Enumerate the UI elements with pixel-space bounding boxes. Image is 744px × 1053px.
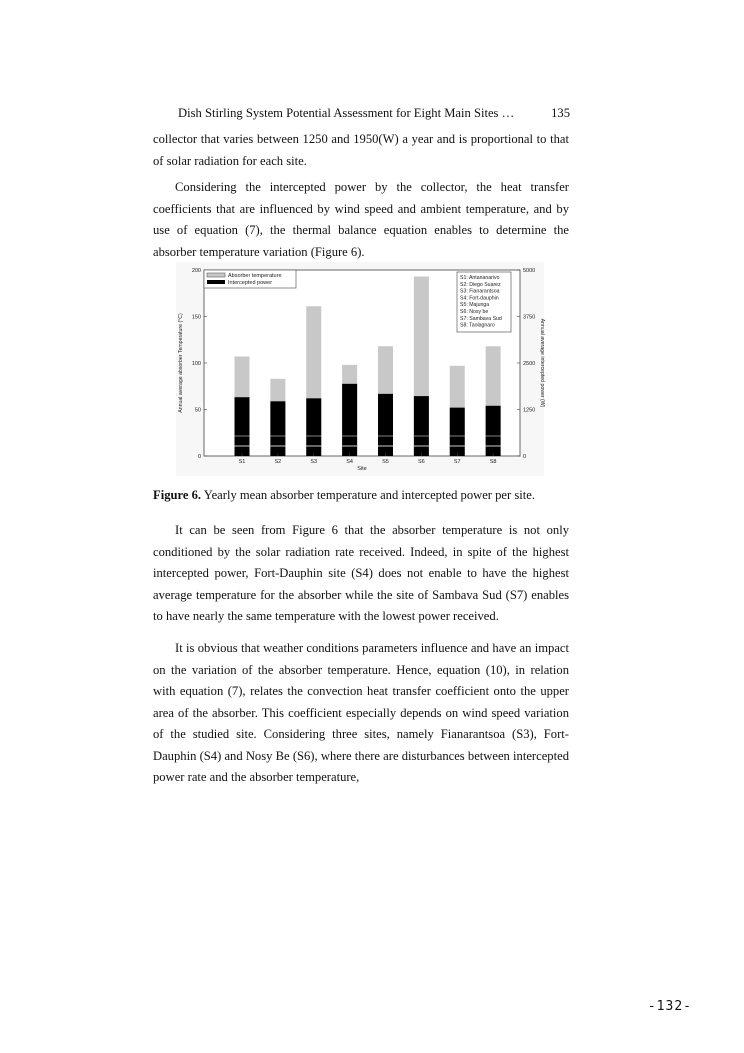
legend-swatch-absorber-temperature [207, 273, 225, 277]
site-legend-entry: S5: Majunga [460, 302, 490, 309]
legend-label-absorber-temperature: Absorber temperature [228, 273, 282, 279]
footer-page-marker: -132- [647, 999, 692, 1014]
legend-label-intercepted-power: Intercepted power [228, 280, 273, 286]
paragraph-3: It can be seen from Figure 6 that the absorber temperature is not only conditioned by the solar radiation rate received. Indeed, in spite of the highest intercepted power, Fort-Dauphin site (S4) does not enable to have the highest average temperature for the absorber while the site of Sambava Sud (S7) enables to have nearly the same temperature with the lowest power received. [153, 523, 569, 623]
site-legend-entry: S6: Nosy be [460, 309, 489, 315]
x-tick-label: S8 [489, 459, 497, 465]
y-tick-label-right: 1250 [523, 407, 536, 414]
y-axis-title-left: Annual average absorber Temperature (°C) [178, 313, 184, 413]
paragraph-4: It is obvious that weather conditions parameters influence and have an impact on the variation of the absorber temperature. Hence, equation (10), in relation with equation (7), relates the convection heat transfer coefficient onto the upper area of the absorber. This coefficient especially depends on wind speed variation of the studied site. Considering three sites, namely Fianarantsoa (S3), Fort-Dauphin (S4) and Nosy Be (S6), where there are disturbances between intercepted power rate and the absorber temperature, [153, 641, 569, 784]
y-tick-label-left: 50 [194, 407, 201, 414]
bar-intercepted-power [306, 398, 321, 456]
site-legend-entry: S7: Sambava Sud [460, 315, 502, 322]
running-title: Dish Stirling System Potential Assessment for Eight Main Sites … [178, 106, 515, 120]
figure-caption [153, 488, 583, 503]
bar-intercepted-power [486, 406, 501, 456]
figure-6 [176, 262, 544, 476]
y-tick-label-left: 0 [197, 454, 201, 460]
legend-swatch-intercepted-power [207, 280, 225, 284]
caption-text: Yearly mean absorber temperature and intercepted power per site. [203, 488, 536, 502]
y-tick-label-right: 5000 [523, 268, 536, 274]
bar-intercepted-power [378, 394, 393, 456]
caption-label: Figure 6. [153, 488, 202, 502]
x-tick-label: S5 [382, 459, 389, 465]
y-tick-label-left: 150 [191, 314, 201, 321]
y-tick-label-right: 0 [523, 454, 527, 460]
x-tick-label: S2 [274, 459, 282, 465]
bar-intercepted-power [270, 401, 285, 456]
paragraph-2: Considering the intercepted power by the collector, the heat transfer coefficients that are influenced by wind speed and ambient temperature, and by use of equation (7), the thermal balance equation enables to determine the absorber temperature variation (Figure 6). [153, 180, 569, 259]
x-tick-label: S7 [453, 459, 461, 465]
x-tick-label: S1 [238, 459, 246, 465]
absorber-temperature-power-chart [176, 262, 544, 476]
paragraph-1: collector that varies between 1250 and 1950(W) a year and is proportional to that of solar radiation for each site. [153, 132, 569, 168]
header-page-number: 135 [551, 106, 570, 120]
y-tick-label-left: 100 [191, 361, 201, 367]
y-tick-label-right: 3750 [523, 314, 536, 321]
y-tick-label-right: 2500 [523, 361, 536, 367]
series-legend [204, 270, 296, 288]
bar-intercepted-power [414, 396, 429, 456]
site-legend-entry: S4: Fort-dauphin [460, 295, 499, 302]
y-axis-title-right: Annual average intercepted power (W) [539, 318, 545, 408]
site-legend-entry: S1: Antananarivo [460, 275, 500, 281]
site-legend-entry: S2: Diego Suarez [460, 281, 501, 288]
x-tick-label: S3 [310, 459, 318, 465]
site-legend-entry: S3: Fianarantsoa [460, 288, 500, 295]
y-tick-label-left: 200 [191, 268, 201, 274]
bar-intercepted-power [450, 408, 465, 456]
x-tick-label: S4 [346, 459, 353, 465]
x-tick-label: S6 [418, 459, 425, 465]
site-legend [457, 272, 511, 332]
x-axis-title: Site [357, 466, 367, 472]
bar-intercepted-power [342, 384, 357, 456]
running-header [178, 106, 570, 121]
site-legend-entry: S8: Taolagnaro [460, 322, 495, 329]
bar-intercepted-power [235, 397, 250, 456]
